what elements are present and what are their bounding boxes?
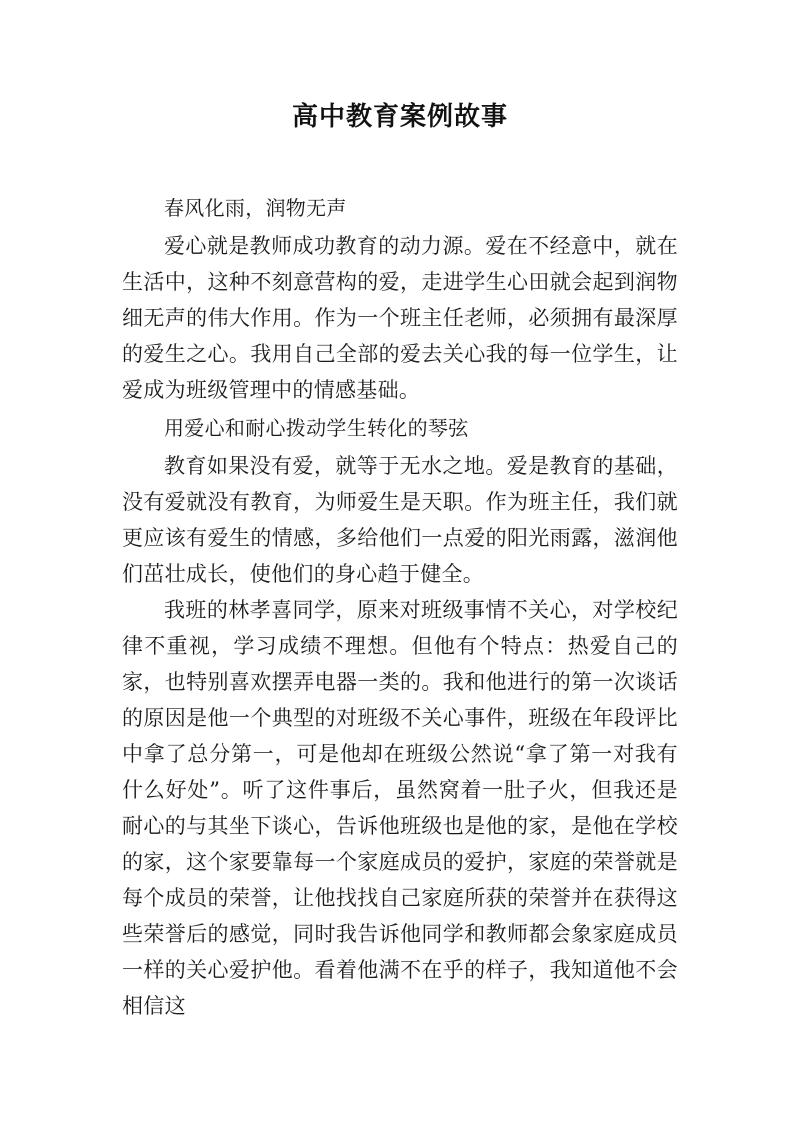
body-paragraph: 爱心就是教师成功教育的动力源。爱在不经意中，就在生活中，这种不刻意营构的爱，走进学生心田就会起到润物细无声的伟大作用。作为一个班主任老师，必须拥有最深厚的爱生之心。我用自己全部的爱去关心我的每一位学生，让爱成为班级管理中的情感基础。 [122,234,678,402]
section-heading: 春风化雨，润物无声 [164,196,347,220]
document-body [122,188,678,1024]
body-paragraph: 教育如果没有爱，就等于无水之地。爱是教育的基础，没有爱就没有教育，为师爱生是天职。作为班主任，我们就更应该有爱生的情感，多给他们一点爱的阳光雨露，滋润他们茁壮成长，使他们的身心趋于健全。 [122,454,678,586]
body-paragraph: 我班的林孝喜同学，原来对班级事情不关心，对学校纪律不重视，学习成绩不理想。但他有个特点：热爱自己的家，也特别喜欢摆弄电器一类的。我和他进行的第一次谈话的原因是他一个典型的对班级不关心事件，班级在年段评比中拿了总分第一，可是他却在班级公然说“拿了第一对我有什么好处”。听了这件事后，虽然窝着一肚子火，但我还是耐心的与其坐下谈心，告诉他班级也是他的家，是他在学校的家，这个家要靠每一个家庭成员的爱护，家庭的荣誉就是每个成员的荣誉，让他找找自己家庭所获的荣誉并在获得这些荣誉后的感觉，同时我告诉他同学和教师都会象家庭成员一样的关心爱护他。看着他满不在乎的样子，我知道他不会相信这 [122,598,678,1018]
document-title: 高中教育案例故事 [291,102,508,132]
section-heading: 用爱心和耐心拨动学生转化的琴弦 [164,416,469,440]
